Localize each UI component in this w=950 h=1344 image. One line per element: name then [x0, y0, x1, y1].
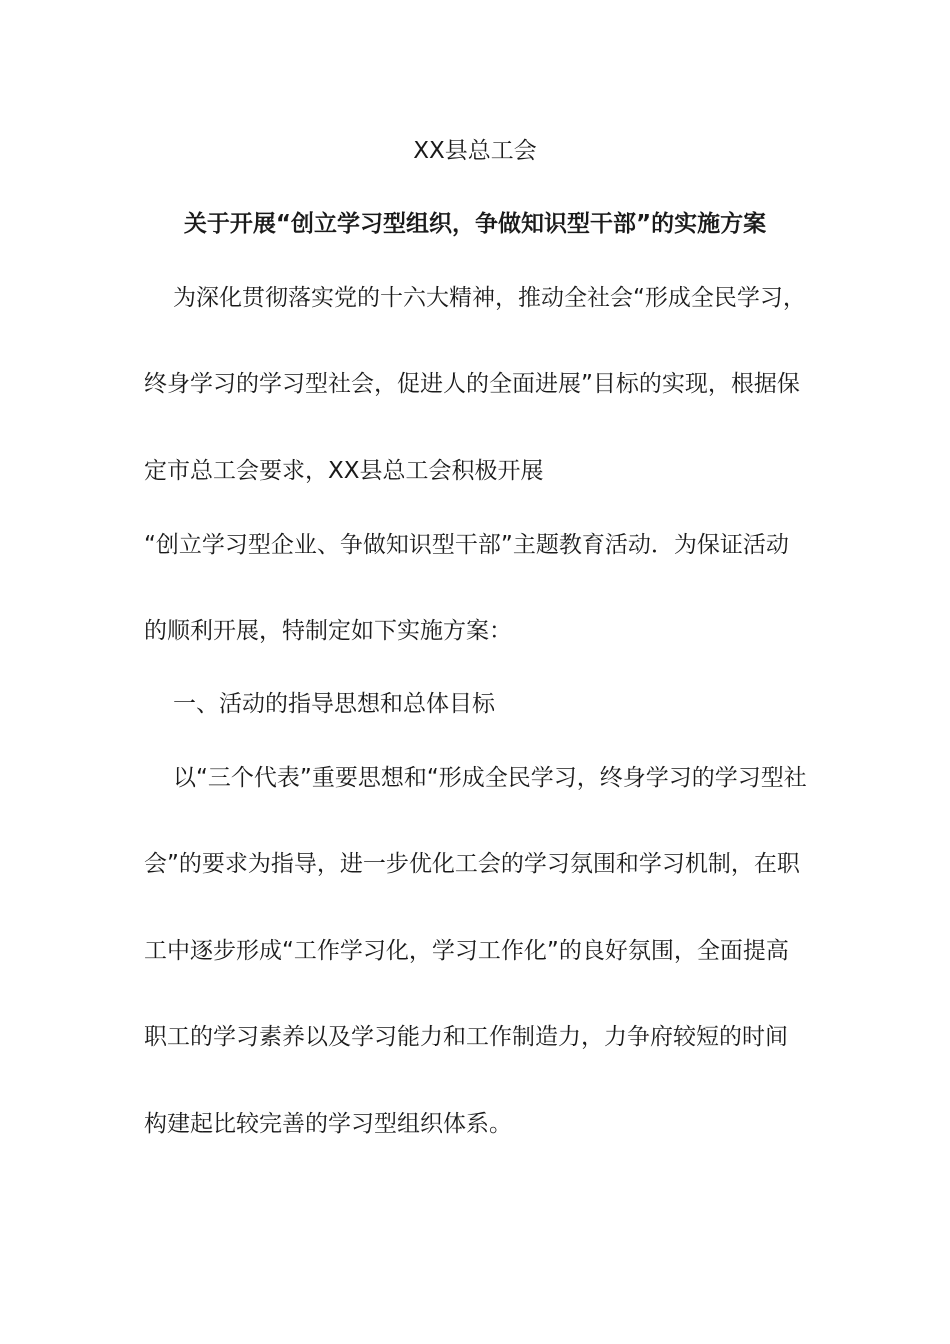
paragraph-line: 会”的要求为指导，进一步优化工会的学习氛围和学习机制，在职	[144, 851, 800, 877]
document-title: 关于开展“创立学习型组织，争做知识型干部”的实施方案	[183, 211, 767, 237]
paragraph-line: 为深化贯彻落实党的十六大精神，推动全社会“形成全民学习，	[173, 285, 806, 311]
paragraph-line: 工中逐步形成“工作学习化，学习工作化”的良好氛围，全面提高	[144, 938, 789, 964]
paragraph-line: 终身学习的学习型社会，促进人的全面进展”目标的实现，根据保	[144, 371, 800, 397]
paragraph-line: 定市总工会要求，XX县总工会积极开展	[144, 458, 544, 484]
paragraph-line: 以“三个代表”重要思想和“形成全民学习，终身学习的学习型社	[173, 765, 807, 791]
paragraph-line: “创立学习型企业、争做知识型干部”主题教育活动．为保证活动	[144, 532, 789, 558]
paragraph-line: 构建起比较完善的学习型组织体系。	[144, 1111, 512, 1137]
paragraph-line: 的顺利开展，特制定如下实施方案：	[144, 618, 512, 644]
org-title: XX县总工会	[413, 138, 537, 164]
paragraph-line: 职工的学习素养以及学习能力和工作制造力，力争府较短的时间	[144, 1024, 788, 1050]
section-heading: 一、活动的指导思想和总体目标	[173, 691, 495, 717]
